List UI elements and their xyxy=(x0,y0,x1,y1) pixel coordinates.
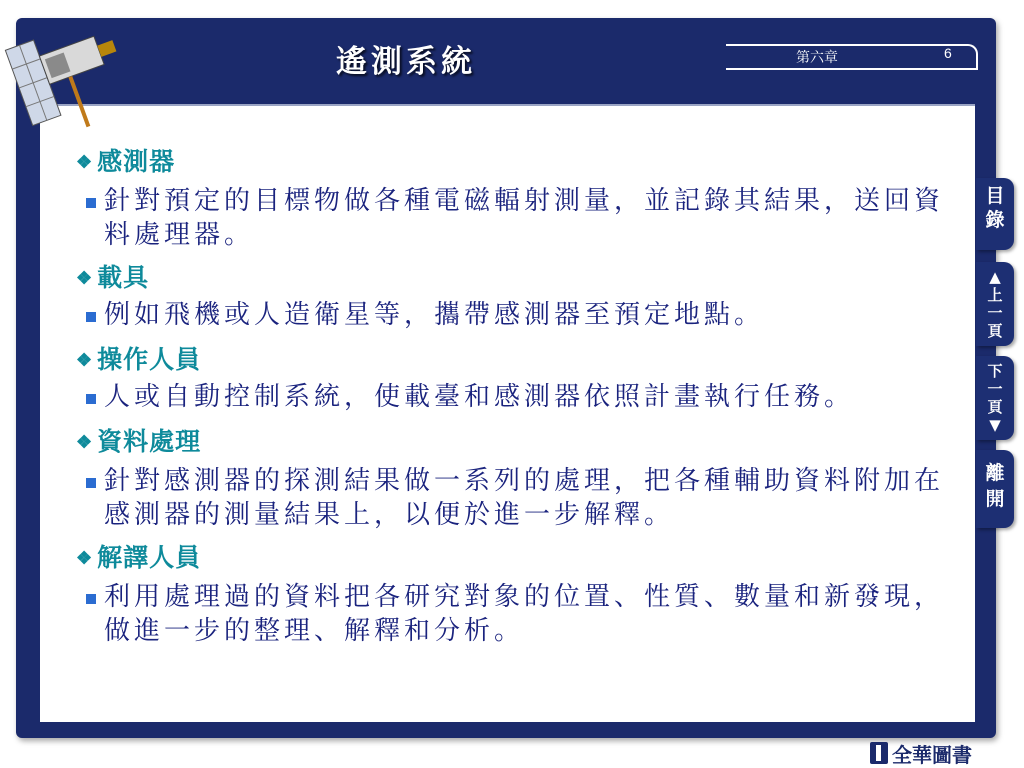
diamond-bullet-icon: ❖ xyxy=(76,152,94,173)
square-bullet-icon xyxy=(86,394,96,404)
bullet-text: 利用處理過的資料把各研究對象的位置、性質、數量和新發現，做進一步的整理、解釋和分析。 xyxy=(104,582,945,646)
section-heading xyxy=(76,340,201,376)
exit-button[interactable] xyxy=(976,450,1014,528)
square-bullet-icon xyxy=(86,594,96,604)
publisher-logo-icon xyxy=(870,742,888,764)
next-page-label: 下一頁▼ xyxy=(987,362,1003,434)
bullet-text: 針對預定的目標物做各種電磁輻射測量，並記錄其結果，送回資料處理器。 xyxy=(104,186,945,250)
satellite-icon xyxy=(0,0,150,150)
chapter-label: 第六章 xyxy=(796,50,838,66)
prev-page-button[interactable] xyxy=(976,262,1014,346)
section-heading-text: 解譯人員 xyxy=(97,543,202,572)
bullet-text: 例如飛機或人造衛星等，攜帶感測器至預定地點。 xyxy=(104,300,765,330)
square-bullet-icon xyxy=(86,478,96,488)
section-heading xyxy=(76,142,175,178)
section-heading-text: 操作人員 xyxy=(97,345,202,374)
toc-label: 目錄 xyxy=(985,185,1005,231)
section-heading xyxy=(76,538,201,574)
diamond-bullet-icon: ❖ xyxy=(76,432,94,453)
chapter-banner xyxy=(726,44,978,70)
section-heading-text: 資料處理 xyxy=(97,427,202,456)
bullet-text: 針對感測器的探測結果做一系列的處理，把各種輔助資料附加在感測器的測量結果上，以便於進一步解釋。 xyxy=(104,466,945,530)
page-number: 6 xyxy=(944,45,952,61)
prev-page-label: ▲上一頁 xyxy=(987,268,1003,340)
next-page-button[interactable] xyxy=(976,356,1014,440)
section-heading xyxy=(76,422,201,458)
square-bullet-icon xyxy=(86,312,96,322)
diamond-bullet-icon: ❖ xyxy=(76,268,94,289)
section-heading-text: 感測器 xyxy=(97,147,176,176)
exit-label: 離開 xyxy=(985,462,1005,510)
diamond-bullet-icon: ❖ xyxy=(76,548,94,569)
bullet-text: 人或自動控制系統，使載臺和感測器依照計畫執行任務。 xyxy=(104,382,855,412)
publisher-name: 全華圖書 xyxy=(892,742,972,767)
square-bullet-icon xyxy=(86,198,96,208)
section-heading-text: 載具 xyxy=(97,263,150,292)
section-heading xyxy=(76,258,149,294)
diamond-bullet-icon: ❖ xyxy=(76,350,94,371)
slide-title: 遙測系統 xyxy=(336,44,476,80)
toc-button[interactable] xyxy=(976,178,1014,250)
publisher-logo xyxy=(870,740,972,766)
